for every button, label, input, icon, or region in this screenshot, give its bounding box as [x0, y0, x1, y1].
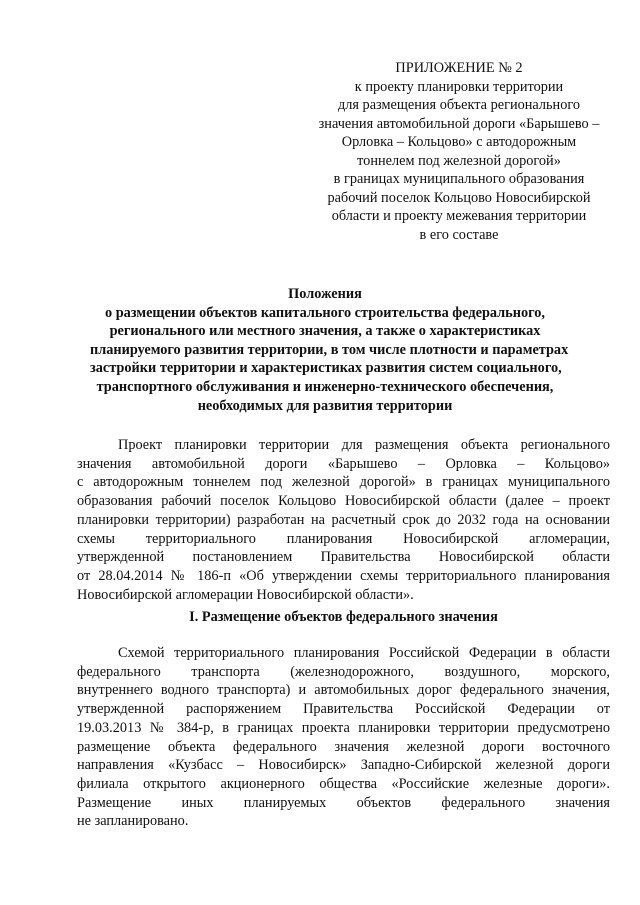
paragraph-line: 19.03.2013 № 384-р, в границах проекта планировки территории предусмотрено: [77, 719, 610, 736]
heading-line: застройки территории и характеристиках развития систем социального,: [90, 360, 562, 377]
appendix-title: ПРИЛОЖЕНИЕ № 2: [395, 60, 523, 76]
paragraph-line: Размещение иных планируемых объектов федерального значения: [77, 794, 610, 811]
appendix-line: к проекту планировки территории: [354, 78, 564, 95]
paragraph-line: Проект планировки территории для размещения объекта регионального: [118, 437, 610, 453]
paragraph-line: схемы территориального планирования Новосибирской агломерации,: [77, 530, 610, 547]
heading-line: необходимых для развития территории: [197, 397, 453, 414]
paragraph-line: Новосибирской агломерации Новосибирской области».: [77, 586, 414, 603]
heading-line: транспортного обслуживания и инженерно-технического обеспечения,: [96, 378, 554, 395]
paragraph-line: утвержденной постановлением Правительства Новосибирской области: [77, 549, 610, 566]
federal-objects-paragraph: [77, 644, 610, 831]
appendix-line: области и проекту межевания территории: [331, 208, 587, 224]
paragraph-line: утвержденной распоряжением Правительства Российской Федерации от: [77, 701, 610, 718]
heading-line: планируемого развития территории, в том числе плотности и параметрах: [90, 341, 569, 358]
heading-title: Положения: [288, 286, 362, 302]
heading-line: регионального или местного значения, а также о характеристиках: [109, 323, 541, 340]
appendix-line: в границах муниципального образования: [333, 171, 585, 187]
appendix-line: тоннелем под железной дорогой»: [357, 152, 561, 169]
intro-paragraph: [77, 436, 610, 604]
heading-line: о размещении объектов капитального строительства федерального,: [104, 304, 545, 321]
paragraph-line: образования рабочий поселок Кольцово Новосибирской области (далее – проект: [77, 493, 610, 510]
paragraph-line: не запланировано.: [77, 813, 189, 830]
appendix-header: [295, 59, 623, 244]
paragraph-line: федерального транспорта (железнодорожного, воздушного, морского,: [77, 663, 610, 680]
appendix-line: Орловка – Кольцово» с автодорожным: [341, 134, 577, 150]
paragraph-line: с автодорожным тоннелем под железной дорогой» в границах муниципального: [77, 474, 610, 491]
paragraph-line: Схемой территориального планирования Российской Федерации в области: [118, 645, 610, 661]
paragraph-line: направления «Кузбасс – Новосибирск» Западно-Сибирской железной дороги: [77, 757, 610, 774]
paragraph-line: значения автомобильной дороги «Барышево – Орловка – Кольцово»: [77, 455, 610, 472]
appendix-line: значения автомобильной дороги «Барышево –: [318, 115, 600, 132]
paragraph-line: филиала открытого акционерного общества «Российские железные дороги».: [77, 775, 610, 792]
appendix-line: в его составе: [419, 226, 499, 243]
document-heading: [90, 285, 569, 415]
paragraph-line: размещение объекта федерального значения железной дороги восточного: [77, 738, 610, 755]
paragraph-line: планировки территории) разработан на расчетный срок до 2032 года на основании: [77, 511, 610, 528]
appendix-line: рабочий поселок Кольцово Новосибирской: [327, 189, 591, 206]
paragraph-line: от 28.04.2014 № 186-п «Об утверждении схемы территориального планирования: [77, 567, 610, 584]
appendix-line: для размещения объекта регионального: [338, 97, 580, 113]
paragraph-line: внутреннего водного транспорта) и автомобильных дорог федерального значения,: [77, 682, 610, 699]
section-heading: I. Размещение объектов федерального значения: [189, 609, 498, 625]
